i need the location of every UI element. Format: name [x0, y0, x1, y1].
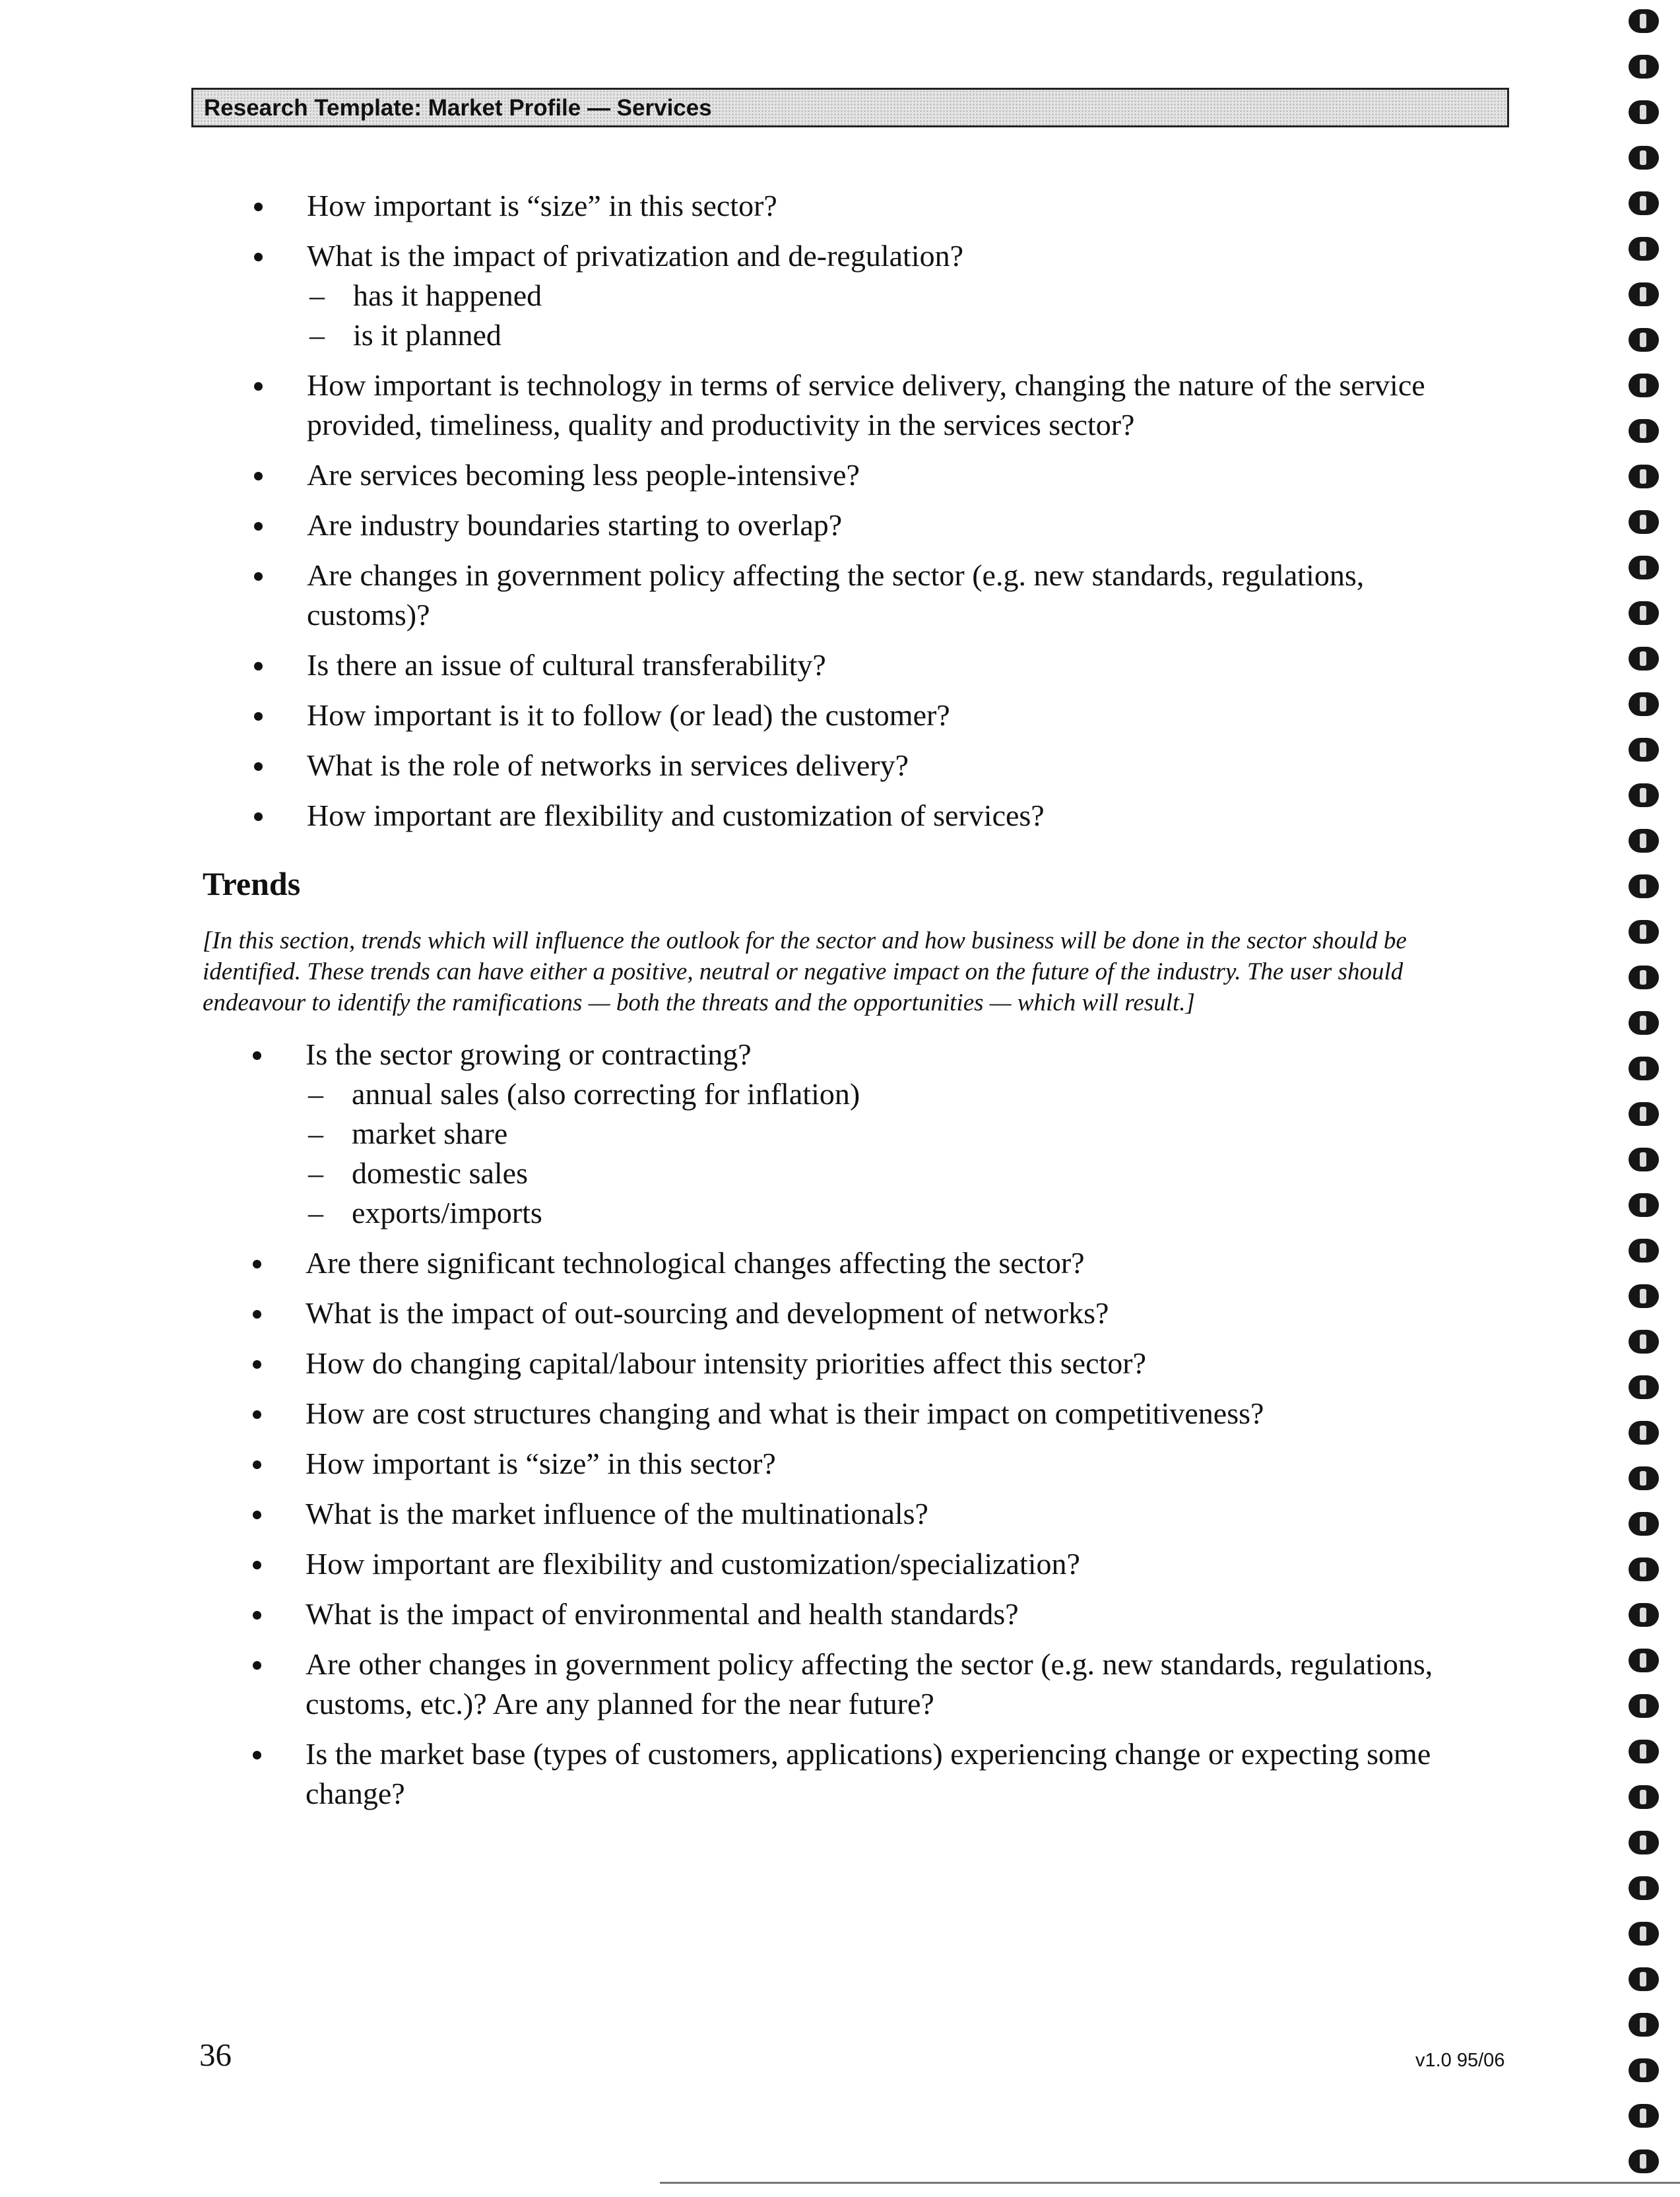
- binding-hole-icon: [1629, 874, 1659, 898]
- sub-list-item-text: domestic sales: [352, 1156, 528, 1190]
- binding-hole-icon: [1629, 783, 1659, 807]
- dash-icon: –: [308, 1077, 323, 1111]
- binding-hole-icon: [1629, 146, 1659, 170]
- sub-list-item-text: annual sales (also correcting for inflation): [352, 1077, 860, 1111]
- binding-hole-icon: [1629, 374, 1659, 397]
- sub-list: [306, 1074, 1487, 1233]
- binding-hole-icon: [1629, 1102, 1659, 1126]
- binding-hole-icon: [1629, 1967, 1659, 1991]
- sub-list-item: [306, 1114, 1487, 1154]
- dash-icon: –: [309, 279, 325, 312]
- dash-icon: –: [308, 1156, 323, 1190]
- dash-icon: –: [308, 1196, 323, 1230]
- binding-hole-icon: [1629, 419, 1659, 443]
- binding-hole-icon: [1629, 556, 1659, 579]
- list-item-text: How important is it to follow (or lead) the customer?: [307, 698, 950, 732]
- binding-hole-icon: [1629, 1694, 1659, 1718]
- list-item-text: How important is “size” in this sector?: [307, 189, 777, 222]
- list-item: [254, 236, 1488, 355]
- binding-hole-icon: [1629, 1057, 1659, 1080]
- bullet-icon: [254, 472, 263, 480]
- binding-hole-icon: [1629, 282, 1659, 306]
- binding-hole-icon: [1629, 1148, 1659, 1171]
- list-item: [254, 455, 1488, 495]
- header-title: Research Template: Market Profile — Services: [204, 95, 712, 121]
- bottom-edge-line: [660, 2182, 1680, 2184]
- sub-list-item-text: is it planned: [353, 318, 501, 352]
- trends-intro: [In this section, trends which will influence the outlook for the sector and how business will be done in the sector should be identified. These trends can have either a positive, neutral or negative impact on the future of the industry. The user should endeavour to identify the ramifications — both the threats and the opportunities — which will result.]: [203, 927, 1407, 1016]
- bullet-icon: [254, 522, 263, 531]
- binding-hole-icon: [1629, 237, 1659, 261]
- trends-list: [253, 1035, 1487, 1824]
- bullet-icon: [253, 1611, 261, 1620]
- bullet-icon: [254, 203, 263, 211]
- bullet-icon: [253, 1460, 261, 1469]
- binding-hole-icon: [1629, 191, 1659, 215]
- list-item: [254, 746, 1488, 785]
- list-item: [254, 796, 1488, 836]
- bullet-icon: [254, 762, 263, 771]
- list-item-text: What is the role of networks in services delivery?: [307, 748, 909, 782]
- binding-hole-icon: [1629, 55, 1659, 79]
- list-item-text: What is the impact of privatization and de-regulation?: [307, 239, 964, 273]
- bullet-icon: [254, 572, 263, 581]
- list-item: [253, 1645, 1487, 1724]
- sub-list: [307, 276, 1488, 355]
- list-item-text: Are changes in government policy affecting the sector (e.g. new standards, regulations, customs)?: [307, 558, 1365, 632]
- list-item-text: Are other changes in government policy affecting the sector (e.g. new standards, regulations, customs, etc.)? Are any planned for the near future?: [306, 1647, 1433, 1721]
- bullet-icon: [253, 1410, 261, 1419]
- list-item-text: How important is technology in terms of service delivery, changing the nature of the service provided, timeliness, quality and productivity in the services sector?: [307, 368, 1425, 442]
- list-item: [253, 1394, 1487, 1433]
- bullet-icon: [253, 1260, 261, 1268]
- bullet-icon: [253, 1751, 261, 1759]
- dash-icon: –: [309, 318, 325, 352]
- sub-list-item: [307, 315, 1488, 355]
- sub-list-item: [306, 1154, 1487, 1193]
- binding-hole-icon: [1629, 601, 1659, 625]
- binding-hole-icon: [1629, 100, 1659, 124]
- list-item: [253, 1444, 1487, 1484]
- binding-hole-icon: [1629, 692, 1659, 716]
- sub-list-item-text: has it happened: [353, 279, 542, 312]
- bullet-icon: [254, 812, 263, 821]
- list-item: [253, 1494, 1487, 1534]
- list-item-text: Are services becoming less people-intensive?: [307, 458, 860, 492]
- sub-list-item-text: market share: [352, 1117, 508, 1150]
- binding-hole-icon: [1629, 1466, 1659, 1490]
- binding-hole-icon: [1629, 920, 1659, 944]
- binding-hole-icon: [1629, 1740, 1659, 1763]
- list-item: [253, 1243, 1487, 1283]
- bullet-icon: [253, 1561, 261, 1569]
- version-label: v1.0 95/06: [1415, 2050, 1505, 2071]
- bullet-icon: [253, 1310, 261, 1319]
- list-item: [254, 366, 1488, 445]
- list-item: [253, 1544, 1487, 1584]
- binding-hole-icon: [1629, 1239, 1659, 1262]
- binding-hole-icon: [1629, 2058, 1659, 2082]
- binding-hole-icon: [1629, 1284, 1659, 1308]
- binding-hole-icon: [1629, 1375, 1659, 1399]
- list-item-text: How are cost structures changing and what is their impact on competitiveness?: [306, 1396, 1264, 1430]
- list-item: [253, 1035, 1487, 1233]
- list-item-text: How important is “size” in this sector?: [306, 1447, 776, 1480]
- sub-list-item: [306, 1193, 1487, 1233]
- binding-hole-icon: [1629, 1512, 1659, 1536]
- bullet-icon: [253, 1661, 261, 1670]
- bullet-icon: [253, 1360, 261, 1369]
- binding-hole-icon: [1629, 2149, 1659, 2173]
- binding-hole-icon: [1629, 510, 1659, 534]
- list-item-text: What is the market influence of the multinationals?: [306, 1497, 928, 1530]
- list-item: [253, 1294, 1487, 1333]
- page-number: 36: [199, 2037, 232, 2073]
- bullet-icon: [254, 662, 263, 671]
- spiral-binding: [1629, 0, 1680, 2197]
- binding-hole-icon: [1629, 1649, 1659, 1672]
- bullet-icon: [254, 382, 263, 391]
- trends-heading: Trends: [203, 865, 301, 902]
- binding-hole-icon: [1629, 738, 1659, 762]
- list-item: [254, 645, 1488, 685]
- binding-hole-icon: [1629, 2013, 1659, 2037]
- binding-hole-icon: [1629, 328, 1659, 352]
- bullet-icon: [254, 712, 263, 721]
- binding-hole-icon: [1629, 1603, 1659, 1627]
- list-item-text: Is the sector growing or contracting?: [306, 1037, 752, 1071]
- binding-hole-icon: [1629, 2104, 1659, 2128]
- list-item-text: Is the market base (types of customers, applications) experiencing change or expecting some change?: [306, 1737, 1431, 1810]
- binding-hole-icon: [1629, 1876, 1659, 1900]
- sub-list-item: [306, 1074, 1487, 1114]
- bullet-icon: [254, 253, 263, 261]
- list-item: [253, 1594, 1487, 1634]
- list-item-text: Are industry boundaries starting to overlap?: [307, 508, 843, 542]
- binding-hole-icon: [1629, 1011, 1659, 1035]
- list-item-text: Is there an issue of cultural transferability?: [307, 648, 826, 682]
- binding-hole-icon: [1629, 647, 1659, 671]
- list-item-text: How important are flexibility and customization of services?: [307, 799, 1045, 832]
- binding-hole-icon: [1629, 465, 1659, 488]
- list-item: [254, 506, 1488, 545]
- sub-list-item-text: exports/imports: [352, 1196, 542, 1230]
- list-item-text: Are there significant technological changes affecting the sector?: [306, 1246, 1085, 1280]
- questions-list: [254, 186, 1488, 846]
- list-item: [253, 1734, 1487, 1814]
- running-header: [191, 88, 1509, 127]
- list-item: [253, 1344, 1487, 1383]
- binding-hole-icon: [1629, 829, 1659, 853]
- list-item-text: How important are flexibility and customization/specialization?: [306, 1547, 1080, 1581]
- binding-hole-icon: [1629, 9, 1659, 33]
- binding-hole-icon: [1629, 1421, 1659, 1445]
- binding-hole-icon: [1629, 1193, 1659, 1217]
- binding-hole-icon: [1629, 1330, 1659, 1354]
- list-item-text: How do changing capital/labour intensity priorities affect this sector?: [306, 1346, 1147, 1380]
- list-item: [254, 556, 1488, 635]
- list-item-text: What is the impact of out-sourcing and development of networks?: [306, 1296, 1109, 1330]
- bullet-icon: [253, 1051, 261, 1060]
- sub-list-item: [307, 276, 1488, 315]
- binding-hole-icon: [1629, 1922, 1659, 1946]
- binding-hole-icon: [1629, 1558, 1659, 1581]
- binding-hole-icon: [1629, 1785, 1659, 1809]
- list-item-text: What is the impact of environmental and health standards?: [306, 1597, 1019, 1631]
- list-item: [254, 696, 1488, 735]
- binding-hole-icon: [1629, 1831, 1659, 1854]
- list-item: [254, 186, 1488, 226]
- bullet-icon: [253, 1511, 261, 1519]
- binding-hole-icon: [1629, 966, 1659, 989]
- dash-icon: –: [308, 1117, 323, 1150]
